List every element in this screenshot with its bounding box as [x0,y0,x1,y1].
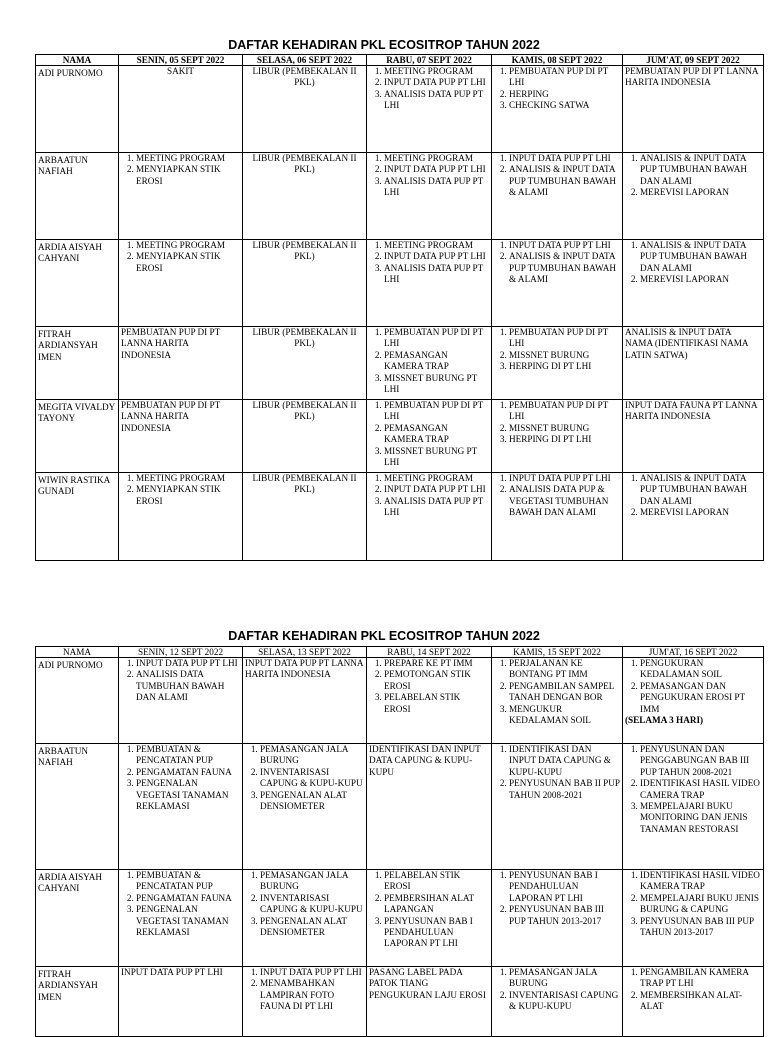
activity-list [625,658,761,715]
activity-item: 2. MISSNET BURUNG [509,350,620,361]
table-row [36,473,764,561]
student-name: ARDIA AISYAH CAHYANI [36,870,119,967]
activity-cell [492,658,623,744]
activity-item: 3. MENGUKUR KEDALAMAN SOIL [509,704,620,727]
column-header-day: SELASA, 06 SEPT 2022 [243,55,367,66]
activity-item: 2. PENYUSUNAN BAB II PUP TAHUN 2008-2021 [509,778,620,801]
activity-item: 2. MEREVISI LAPORAN [640,187,761,198]
activity-item: 1. PEMASANGAN JALA BURUNG [509,967,620,990]
attendance-title-week-1: DAFTAR KEHADIRAN PKL ECOSITROP TAHUN 2022 [228,38,540,52]
activity-item: 2. PEMASANGAN KAMERA TRAP [384,350,489,373]
activity-item: 2. PEMOTONGAN STIK EROSI [384,669,489,692]
activity-cell [119,870,243,967]
activity-cell [243,744,367,870]
activity-list [369,66,489,112]
activity-cell [367,658,492,744]
activity-item: 1. PEMASANGAN JALA BURUNG [260,870,364,893]
activity-item: 3. CHECKING SATWA [509,100,620,111]
activity-item: 2. INVENTARISASI CAPUNG & KUPU-KUPU [260,767,364,790]
activity-item: 1. MEETING PROGRAM [136,153,240,164]
table-row [36,66,764,153]
activity-cell [492,240,623,327]
activity-item: 1. PEMBUATAN & PENCATATAN PUP [136,870,240,893]
activity-list [369,327,489,395]
activity-cell [367,473,492,561]
activity-cell: LIBUR (PEMBEKALAN II PKL) [243,400,367,473]
activity-cell [367,153,492,240]
activity-list [494,327,620,373]
activity-cell: LIBUR (PEMBEKALAN II PKL) [243,240,367,327]
activity-item: 2. MEREVISI LAPORAN [640,274,761,285]
column-header-day: KAMIS, 08 SEPT 2022 [492,55,623,66]
activity-item: 2. HERPING [509,89,620,100]
table-row [36,400,764,473]
student-name: MEGITA VIVALDY TAYONY [36,400,119,473]
activity-cell: PEMBUATAN PUP DI PT LANNA HARITA INDONESIA [623,66,764,153]
activity-item: 1. PERJALANAN KE BONTANG PT IMM [509,658,620,681]
activity-item: 3. PENGENALAN ALAT DENSIOMETER [260,916,364,939]
activity-item: 1. PREPARE KE PT IMM [384,658,489,669]
activity-item: 1. PENYUSUNAN BAB I PENDAHULUAN LAPORAN PT LHI [509,870,620,904]
table-row [36,658,764,744]
activity-item: 2. INVENTARISASI CAPUNG & KUPU-KUPU [260,893,364,916]
activity-cell: INPUT DATA PUP PT LHI [119,967,243,1037]
student-name: FITRAH ARDIANSYAH IMEN [36,967,119,1037]
activity-item: 1. IDENTIFIKASI DAN INPUT DATA CAPUNG & KUPU-KUPU [509,744,620,778]
table-row [36,744,764,870]
activity-item: 1. ANALISIS & INPUT DATA PUP TUMBUHAN BAWAH DAN ALAMI [640,240,761,274]
activity-list [369,870,489,950]
activity-note: (SELAMA 3 HARI) [625,715,704,726]
activity-list [369,473,489,519]
table-row [36,870,764,967]
activity-item: 2. INPUT DATA PUP PT LHI [384,77,489,88]
student-name: ARDIA AISYAH CAHYANI [36,240,119,327]
activity-item: 1. PEMBUATAN PUP DI PT LHI [384,400,489,423]
activity-item: 1. PENYUSUNAN DAN PENGGABUNGAN BAB III PUP TAHUN 2008-2021 [640,744,761,778]
activity-item: 3. ANALISIS DATA PUP PT LHI [384,496,489,519]
activity-list [121,744,240,812]
activity-cell: INPUT DATA PUP PT LANNA HARITA INDONESIA [243,658,367,744]
activity-item: 3. PENGENALAN VEGETASI TANAMAN REKLAMASI [136,904,240,938]
column-header-name: NAMA [36,55,119,66]
activity-list [494,153,620,199]
activity-item: 3. PENYUSUNAN BAB III PUP TAHUN 2013-2017 [640,916,761,939]
activity-cell: LIBUR (PEMBEKALAN II PKL) [243,153,367,240]
column-header-day: SELASA, 13 SEPT 2022 [243,647,367,658]
activity-item: 2. ANALISIS & INPUT DATA PUP TUMBUHAN BAWAH & ALAMI [509,251,620,285]
activity-item: 1. PEMBUATAN & PENCATATAN PUP [136,744,240,767]
activity-cell [623,153,764,240]
activity-item: 3. HERPING DI PT LHI [509,434,620,445]
activity-cell [492,967,623,1037]
activity-cell [367,240,492,327]
activity-cell: IDENTIFIKASI DAN INPUT DATA CAPUNG & KUPU-KUPU [367,744,492,870]
table-row [36,327,764,400]
activity-list [245,744,364,812]
activity-item: 3. ANALISIS DATA PUP PT LHI [384,176,489,199]
activity-item: 2. PENYUSUNAN BAB III PUP TAHUN 2013-2017 [509,904,620,927]
activity-list [494,400,620,446]
activity-cell [492,66,623,153]
activity-item: 2. PENGAMATAN FAUNA [136,767,240,778]
activity-item: 1. PEMBUATAN PUP DI PT LHI [384,327,489,350]
activity-item: 1. INPUT DATA PUP PT LHI [509,240,620,251]
activity-cell [492,870,623,967]
activity-list [494,66,620,112]
activity-list [625,473,761,519]
activity-item: 3. PENGENALAN VEGETASI TANAMAN REKLAMASI [136,778,240,812]
activity-list [121,658,240,704]
activity-cell [623,744,764,870]
activity-cell: INPUT DATA FAUNA PT LANNA HARITA INDONESIA [623,400,764,473]
activity-cell [367,66,492,153]
activity-list [494,870,620,927]
activity-cell: ANALISIS & INPUT DATA NAMA (IDENTIFIKASI NAMA LATIN SATWA) [623,327,764,400]
activity-item: 3. MISSNET BURUNG PT LHI [384,446,489,469]
attendance-table-week-2 [35,646,764,1037]
activity-item: 2. MENYIAPKAN STIK EROSI [136,484,240,507]
attendance-title-week-2: DAFTAR KEHADIRAN PKL ECOSITROP TAHUN 2022 [228,629,540,643]
activity-cell: LIBUR (PEMBEKALAN II PKL) [243,473,367,561]
activity-item: 2. PEMASANGAN DAN PENGUKURAN EROSI PT IMM [640,681,761,715]
activity-cell [623,240,764,327]
activity-cell: PEMBUATAN PUP DI PT LANNA HARITA INDONESIA [119,400,243,473]
activity-item: 2. MENAMBAHKAN LAMPIRAN FOTO FAUNA DI PT LHI [260,978,364,1012]
activity-item: 1. MEETING PROGRAM [384,66,489,77]
activity-cell [492,744,623,870]
activity-list [494,744,620,801]
activity-item: 3. ANALISIS DATA PUP PT LHI [384,89,489,112]
activity-item: 1. INPUT DATA PUP PT LHI [260,967,364,978]
activity-item: 1. PENGAMBILAN KAMERA TRAP PT LHI [640,967,761,990]
activity-list [494,967,620,1013]
activity-item: 3. ANALISIS DATA PUP PT LHI [384,263,489,286]
activity-item: 2. ANALISIS DATA TUMBUHAN BAWAH DAN ALAMI [136,669,240,703]
activity-item: 2. MISSNET BURUNG [509,423,620,434]
activity-item: 1. MEETING PROGRAM [384,473,489,484]
activity-item: 1. INPUT DATA PUP PT LHI [136,658,240,669]
activity-item: 3. MEMPELAJARI BUKU MONITORING DAN JENIS TANAMAN RESTORASI [640,801,761,835]
table-header-row [36,647,764,658]
column-header-day: SENIN, 12 SEPT 2022 [119,647,243,658]
activity-list [245,870,364,938]
table-header-row [36,55,764,66]
activity-item: 1. MEETING PROGRAM [136,240,240,251]
activity-list [494,658,620,726]
activity-item: 2. ANALISIS DATA PUP & VEGETASI TUMBUHAN BAWAH DAN ALAMI [509,484,620,518]
activity-item: 3. PELABELAN STIK EROSI [384,692,489,715]
activity-cell [367,400,492,473]
activity-item: 1. ANALISIS & INPUT DATA PUP TUMBUHAN BAWAH DAN ALAMI [640,153,761,187]
activity-list [369,658,489,715]
column-header-day: SENIN, 05 SEPT 2022 [119,55,243,66]
student-name: WIWIN RASTIKA GUNADI [36,473,119,561]
activity-item: 2. PENGAMATAN FAUNA [136,893,240,904]
activity-list [494,473,620,519]
activity-cell [243,870,367,967]
table-row [36,240,764,327]
activity-list [121,870,240,938]
activity-item: 3. MISSNET BURUNG PT LHI [384,373,489,396]
activity-list [625,967,761,1013]
student-name: ADI PURNOMO [36,66,119,153]
activity-list [121,153,240,187]
attendance-table-week-1 [35,54,764,561]
activity-item: 2. MEMBERSIHKAN ALAT-ALAT [640,990,761,1013]
activity-item: 2. MEMPELAJARI BUKU JENIS BURUNG & CAPUNG [640,893,761,916]
activity-item: 1. INPUT DATA PUP PT LHI [509,473,620,484]
activity-item: 2. INVENTARISASI CAPUNG & KUPU-KUPU [509,990,620,1013]
activity-item: 1. PEMBUATAN PUP DI PT LHI [509,66,620,89]
column-header-name: NAMA [36,647,119,658]
activity-item: 3. HERPING DI PT LHI [509,361,620,372]
activity-cell [119,744,243,870]
activity-cell: LIBUR (PEMBEKALAN II PKL) [243,66,367,153]
activity-item: 2. PEMASANGAN KAMERA TRAP [384,423,489,446]
activity-cell [492,327,623,400]
activity-cell [623,473,764,561]
activity-item: 2. INPUT DATA PUP PT LHI [384,484,489,495]
activity-cell [119,658,243,744]
activity-item: 2. MEREVISI LAPORAN [640,507,761,518]
student-name: ARBAATUN NAFIAH [36,153,119,240]
column-header-day: RABU, 14 SEPT 2022 [367,647,492,658]
activity-item: 1. ANALISIS & INPUT DATA PUP TUMBUHAN BAWAH DAN ALAMI [640,473,761,507]
activity-cell: SAKIT [119,66,243,153]
activity-cell [623,870,764,967]
activity-item: 3. PENGENALAN ALAT DENSIOMETER [260,790,364,813]
activity-cell: PEMBUATAN PUP DI PT LANNA HARITA INDONESIA [119,327,243,400]
activity-item: 3. PENYUSUNAN BAB I PENDAHULUAN LAPORAN PT LHI [384,916,489,950]
activity-cell [119,153,243,240]
activity-list [369,400,489,468]
activity-item: 2. ANALISIS & INPUT DATA PUP TUMBUHAN BAWAH & ALAMI [509,164,620,198]
activity-list [625,240,761,286]
column-header-day: RABU, 07 SEPT 2022 [367,55,492,66]
activity-item: 2. MENYIAPKAN STIK EROSI [136,164,240,187]
student-name: ARBAATUN NAFIAH [36,744,119,870]
column-header-day: KAMIS, 15 SEPT 2022 [492,647,623,658]
activity-cell: PASANG LABEL PADA PATOK TIANG PENGUKURAN LAJU EROSI [367,967,492,1037]
activity-cell [492,473,623,561]
activity-cell [119,240,243,327]
student-name: FITRAH ARDIANSYAH IMEN [36,327,119,400]
activity-list [369,240,489,286]
activity-item: 1. PEMBUATAN PUP DI PT LHI [509,400,620,423]
activity-cell [623,967,764,1037]
activity-list [625,744,761,835]
activity-item: 2. INPUT DATA PUP PT LHI [384,251,489,262]
activity-item: 1. MEETING PROGRAM [384,153,489,164]
table-row [36,967,764,1037]
activity-cell [243,967,367,1037]
activity-cell [492,153,623,240]
activity-cell [623,658,764,744]
activity-item: 1. PENGUKURAN KEDALAMAN SOIL [640,658,761,681]
activity-item: 2. PEMBERSIHAN ALAT LAPANGAN [384,893,489,916]
activity-list [494,240,620,286]
activity-item: 2. INPUT DATA PUP PT LHI [384,164,489,175]
activity-item: 1. PELABELAN STIK EROSI [384,870,489,893]
activity-list [625,153,761,199]
activity-item: 1. IDENTIFIKASI HASIL VIDEO KAMERA TRAP [640,870,761,893]
column-header-day: JUM'AT, 16 SEPT 2022 [623,647,764,658]
activity-cell: LIBUR (PEMBEKALAN II PKL) [243,327,367,400]
column-header-day: JUM'AT, 09 SEPT 2022 [623,55,764,66]
table-row [36,153,764,240]
activity-item: 2. MENYIAPKAN STIK EROSI [136,251,240,274]
activity-item: 1. MEETING PROGRAM [136,473,240,484]
activity-item: 1. PEMBUATAN PUP DI PT LHI [509,327,620,350]
activity-cell [367,327,492,400]
activity-cell [119,473,243,561]
activity-list [121,473,240,507]
activity-cell [367,870,492,967]
activity-item: 1. INPUT DATA PUP PT LHI [509,153,620,164]
activity-list [625,870,761,938]
activity-item: 1. MEETING PROGRAM [384,240,489,251]
activity-item: 2. PENGAMBILAN SAMPEL TANAH DENGAN BOR [509,681,620,704]
activity-list [245,967,364,1013]
student-name: ADI PURNOMO [36,658,119,744]
activity-list [369,153,489,199]
activity-list [121,240,240,274]
activity-cell [492,400,623,473]
activity-item: 2. IDENTIFIKASI HASIL VIDEO CAMERA TRAP [640,778,761,801]
activity-item: 1. PEMASANGAN JALA BURUNG [260,744,364,767]
